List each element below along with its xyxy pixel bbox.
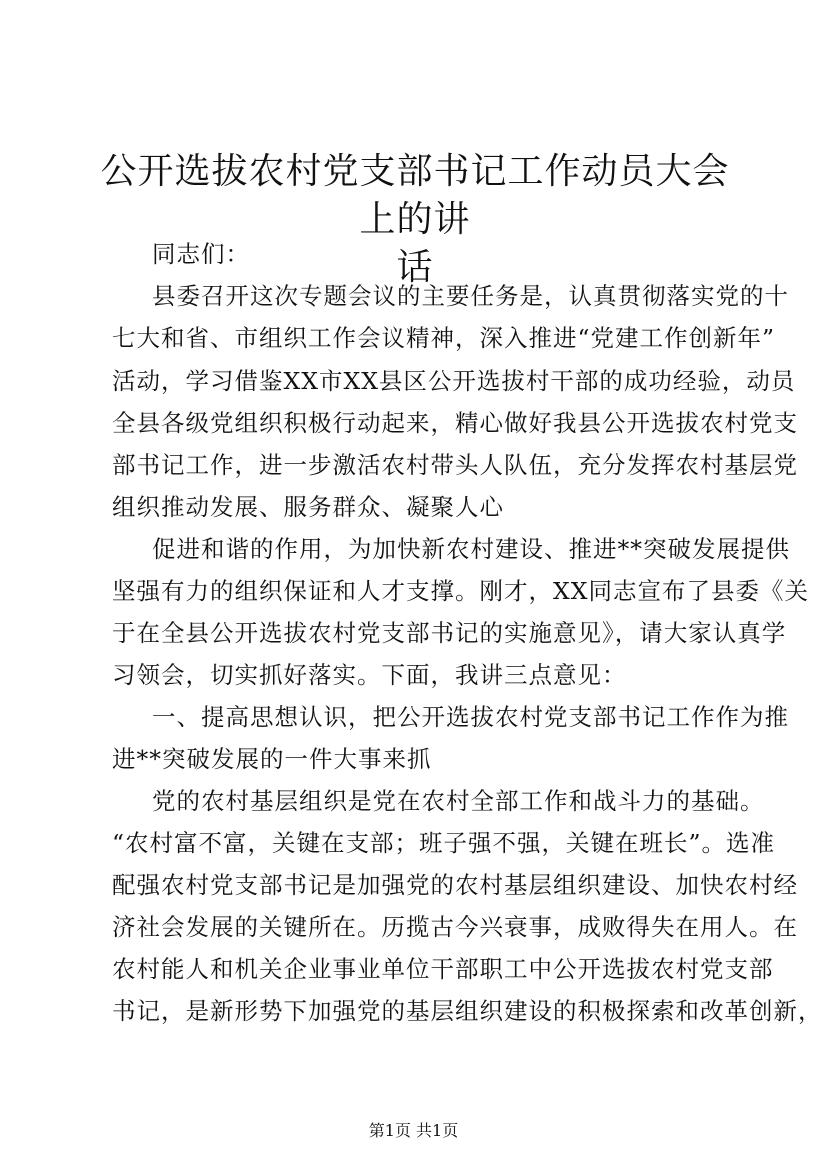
body-line: 于在全县公开选拔农村党支部书记的实施意见》，请大家认真学 [112,619,787,647]
greeting: 同志们： [152,240,250,268]
body-line: 县委召开这次专题会议的主要任务是，认真贯彻落实党的十 [152,282,789,310]
body-line: 全县各级党组织积极行动起来，精心做好我县公开选拔农村党支 [112,409,798,437]
title-line-2: 话 [396,247,434,288]
body-line: 七大和省、市组织工作会议精神，深入推进“党建工作创新年” [112,324,776,352]
body-line: 坚强有力的组织保证和人才支撑。刚才，XX同志宣布了县委《关 [112,577,809,605]
body-line: 党的农村基层组织是党在农村全部工作和战斗力的基础。 [152,787,765,815]
body-line: 促进和谐的作用，为加快新农村建设、推进**突破发展提供 [152,535,790,563]
body-line: “农村富不富，关键在支部；班子强不强，关键在班长”。选准 [112,829,776,857]
body-line: 济社会发展的关键所在。历揽古今兴衰事，成败得失在用人。在 [112,913,798,941]
body-line: 农村能人和机关企业事业单位干部职工中公开选拔农村党支部 [112,955,774,983]
title-line-1: 公开选拔农村党支部书记工作动员大会上的讲 [100,151,730,240]
section-heading-line: 进**突破发展的一件大事来抓 [112,745,432,773]
body-line: 习领会，切实抓好落实。下面，我讲三点意见： [112,661,627,689]
body-line: 活动，学习借鉴XX市XX县区公开选拔村干部的成功经验，动员 [112,367,796,395]
body-line: 书记，是新形势下加强党的基层组织建设的积极探索和改革创新， [112,997,823,1025]
body-line: 部书记工作，进一步激活农村带头人队伍，充分发挥农村基层党 [112,451,798,479]
body-line: 配强农村党支部书记是加强党的农村基层组织建设、加快农村经 [112,871,798,899]
section-heading-line: 一、提高思想认识，把公开选拔农村党支部书记工作作为推 [152,703,789,731]
page-footer: 第1页 共1页 [368,1121,459,1140]
body-line: 组织推动发展、服务群众、凝聚人心 [112,493,504,521]
